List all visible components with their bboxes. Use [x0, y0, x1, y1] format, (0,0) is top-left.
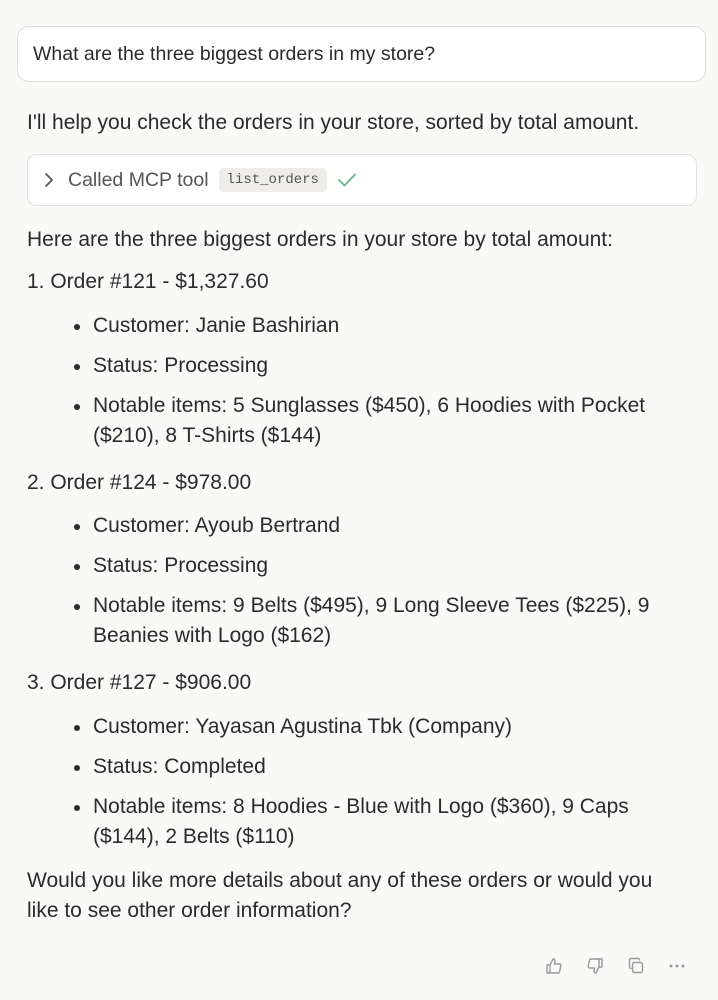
order-details-list [70, 311, 700, 451]
order-customer: Customer: Yayasan Agustina Tbk (Company) [70, 712, 700, 742]
order-status: Status: Processing [70, 551, 700, 581]
tool-call-card[interactable] [27, 154, 697, 206]
more-icon[interactable] [666, 955, 688, 977]
tool-call-label: Called MCP tool [68, 168, 209, 191]
order-title: 3. Order #127 - $906.00 [27, 671, 252, 694]
thumbs-down-icon[interactable] [584, 955, 606, 977]
assistant-closing: Would you like more details about any of these orders or would you like to see other order information? [27, 869, 653, 922]
copy-icon[interactable] [625, 955, 647, 977]
order-customer: Customer: Janie Bashirian [70, 311, 700, 341]
user-message-text: What are the three biggest orders in my store? [33, 42, 436, 65]
chevron-right-icon[interactable] [42, 170, 56, 190]
order-details-list [70, 511, 700, 651]
order-customer: Customer: Ayoub Bertrand [70, 511, 700, 541]
order-status: Status: Completed [70, 752, 700, 782]
order-title: 1. Order #121 - $1,327.60 [27, 270, 269, 293]
order-items: Notable items: 8 Hoodies - Blue with Logo ($360), 9 Caps ($144), 2 Belts ($110) [70, 792, 700, 852]
thumbs-up-icon[interactable] [543, 955, 565, 977]
check-icon [337, 172, 357, 188]
user-message [17, 26, 706, 82]
tool-name-badge: list_orders [219, 168, 327, 192]
message-actions [543, 955, 707, 977]
order-details-list [70, 712, 700, 852]
order-status: Status: Processing [70, 351, 700, 381]
order-items: Notable items: 5 Sunglasses ($450), 6 Hoodies with Pocket ($210), 8 T-Shirts ($144) [70, 391, 700, 451]
order-title: 2. Order #124 - $978.00 [27, 471, 252, 494]
order-items: Notable items: 9 Belts ($495), 9 Long Sleeve Tees ($225), 9 Beanies with Logo ($162) [70, 591, 700, 651]
answer-heading [27, 225, 707, 255]
answer-heading-text: Here are the three biggest orders in your store by total amount: [27, 228, 613, 251]
assistant-intro: I'll help you check the orders in your store, sorted by total amount. [27, 111, 640, 134]
